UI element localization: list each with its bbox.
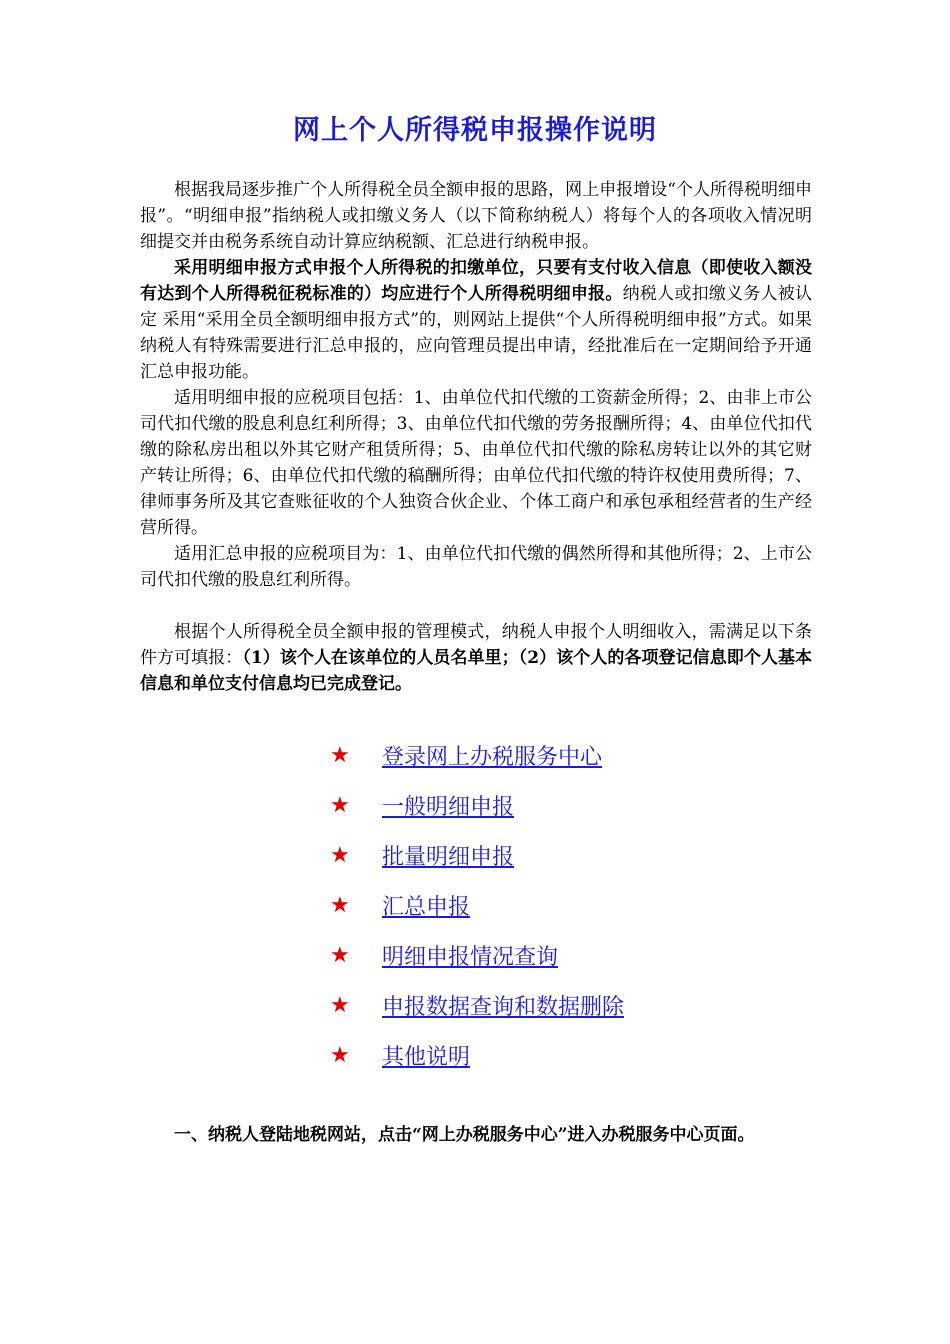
paragraph-conditions-emphasis: （1）该个人在该单位的人员名单里；（2）该个人的各项登记信息即个人基本信息和单位支付信息均已完成登记。 [140,648,813,694]
star-icon: ★ [330,742,350,768]
intro-body [140,177,812,697]
star-icon: ★ [330,1042,350,1068]
section-one-heading: 一、纳税人登陆地税网站，点击“网上办税服务中心”进入办税服务中心页面。 [174,1125,755,1145]
star-icon: ★ [330,892,350,918]
link-item [330,780,624,830]
link-list [330,730,624,1080]
link-item [330,1030,624,1080]
star-icon: ★ [330,792,350,818]
link-detail-filing-query[interactable]: 明细申报情况查询 [382,944,559,970]
link-data-query-delete[interactable]: 申报数据查询和数据删除 [382,994,625,1020]
paragraph-scope [140,255,812,385]
link-other-notes[interactable]: 其他说明 [382,1044,471,1070]
paragraph-summary-items: 适用汇总申报的应税项目为：1、由单位代扣代缴的偶然所得和其他所得；2、上市公司代扣代缴的股息红利所得。 [140,544,812,590]
link-general-detail-filing[interactable]: 一般明细申报 [382,794,515,820]
paragraph-conditions [140,619,812,697]
link-login-service-center[interactable]: 登录网上办税服务中心 [382,744,603,770]
link-summary-filing[interactable]: 汇总申报 [382,894,471,920]
link-item [330,980,624,1030]
paragraph-scope-emphasis: 采用明细申报方式申报个人所得税的扣缴单位，只要有支付收入信息（即使收入额没有达到个人所得税征税标准的）均应进行个人所得税明细申报。 [140,258,812,304]
paragraph-conditions-text: 根据个人所得税全员全额申报的管理模式，纳税人申报个人明细收入，需满足以下条件方可填报： [140,622,812,668]
star-icon: ★ [330,942,350,968]
page-title: 网上个人所得税申报操作说明 [293,115,657,146]
link-item [330,930,624,980]
paragraph-intro: 根据我局逐步推广个人所得税全员全额申报的思路，网上申报增设“个人所得税明细申报”。“明细申报”指纳税人或扣缴义务人（以下简称纳税人）将每个人的各项收入情况明细提交并由税务系统自动计算应纳税额、汇总进行纳税申报。 [140,180,812,252]
link-item [330,880,624,930]
star-icon: ★ [330,992,350,1018]
link-item [330,730,624,780]
link-batch-detail-filing[interactable]: 批量明细申报 [382,844,515,870]
star-icon: ★ [330,842,350,868]
link-item [330,830,624,880]
paragraph-detail-items: 适用明细申报的应税项目包括：1、由单位代扣代缴的工资薪金所得；2、由非上市公司代扣代缴的股息利息红利所得；3、由单位代扣代缴的劳务报酬所得；4、由单位代扣代缴的除私房出租以外其它财产租赁所得；5、由单位代扣代缴的除私房转让以外的其它财产转让所得；6、由单位代扣代缴的稿酬所得；由单位代扣代缴的特许权使用费所得；7、律师事务所及其它查账征收的个人独资合伙企业、个体工商户和承包承租经营者的生产经营所得。 [140,388,812,538]
paragraph-scope-text: 纳税人或扣缴义务人被认定 采用“采用全员全额明细申报方式”的，则网站上提供“个人所得税明细申报”方式。如果纳税人有特殊需要进行汇总申报的，应向管理员提出申请，经批准后在一定期间给予开通汇总申报功能。 [140,284,813,382]
